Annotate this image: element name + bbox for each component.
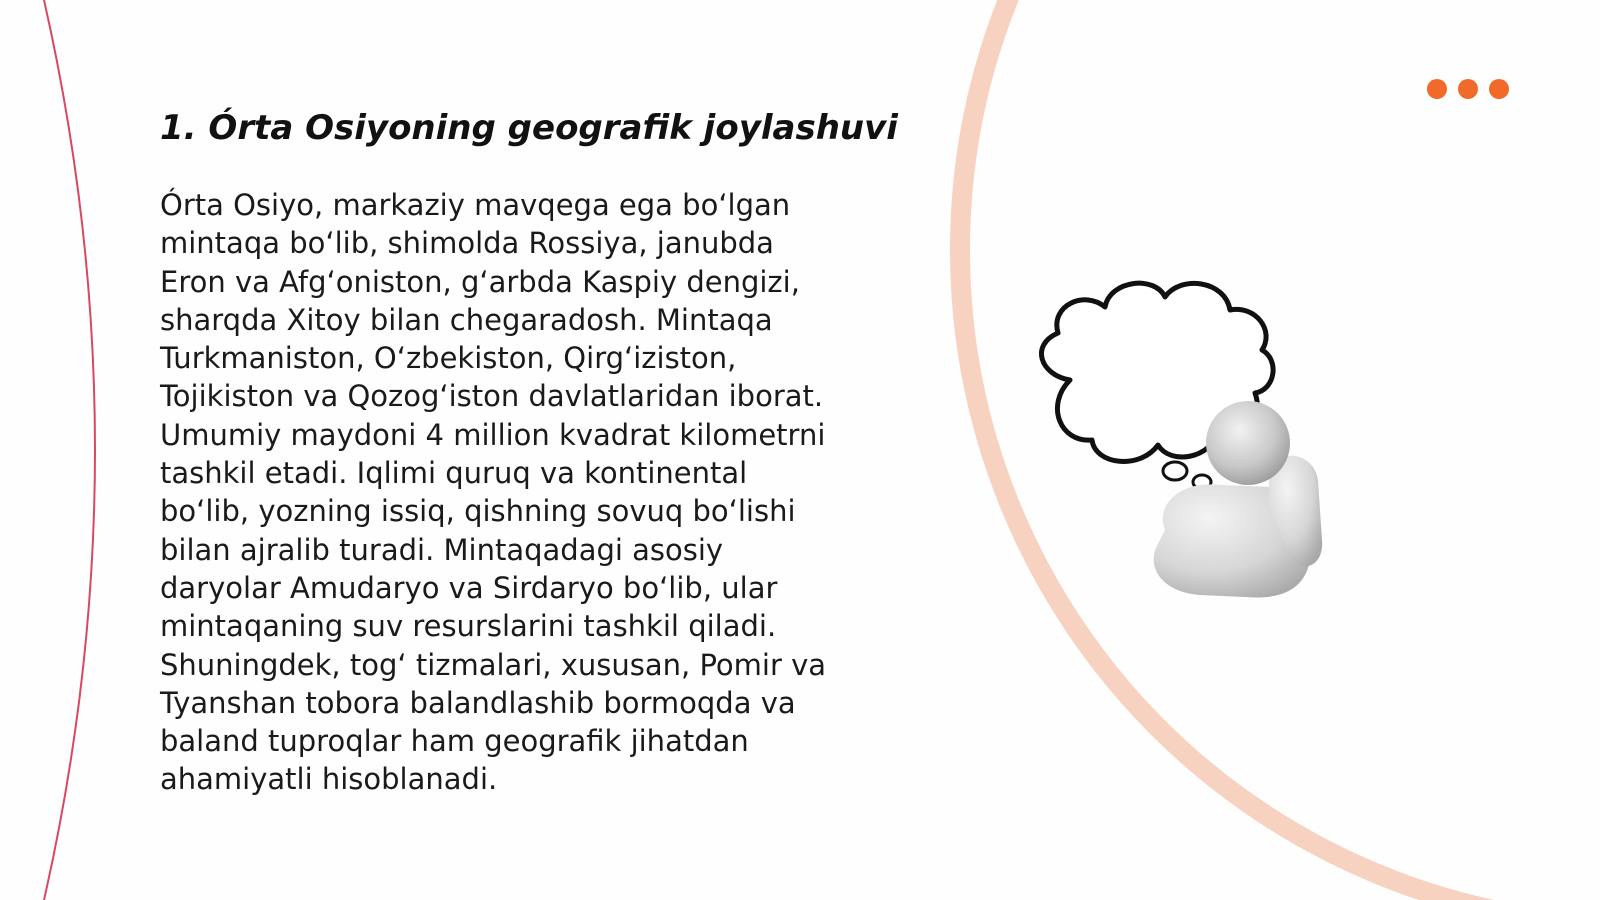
slide-title: 1. Órta Osiyoning geografik joylashuvi	[160, 108, 898, 148]
dot-icon	[1458, 79, 1478, 99]
dot-icon	[1489, 79, 1509, 99]
thought-bubble-small	[1163, 462, 1187, 480]
dot-icon	[1427, 79, 1447, 99]
left-curve-line	[44, 0, 95, 900]
person-head	[1206, 401, 1290, 485]
thinking-person-icon	[1030, 275, 1350, 615]
menu-dots	[1427, 79, 1509, 99]
slide-body-text: Órta Osiyo, markaziy mavqega ega boʻlgan mintaqa boʻlib, shimolda Rossiya, janubda Eron va Afgʻoniston, gʻarbda Kaspiy dengizi, sharqda Xitoy bilan chegaradosh. Mintaqa Turkmaniston, Oʻzbekiston, Qirgʻiziston, Tojikiston va Qozogʻiston davlatlaridan iborat. Umumiy maydoni 4 million kvadrat kilometrni tashkil etadi. Iqlimi quruq va kontinental boʻlib, yozning issiq, qishning sovuq boʻlishi bilan ajralib turadi. Mintaqadagi asosiy daryolar Amudaryo va Sirdaryo boʻlib, ular mintaqaning suv resurslarini tashkil qiladi. Shuningdek, togʻ tizmalari, xususan, Pomir va Tyanshan tobora balandlashib bormoqda va baland tuproqlar ham geografik jihatdan ahamiyatli hisoblanadi.	[160, 188, 827, 797]
